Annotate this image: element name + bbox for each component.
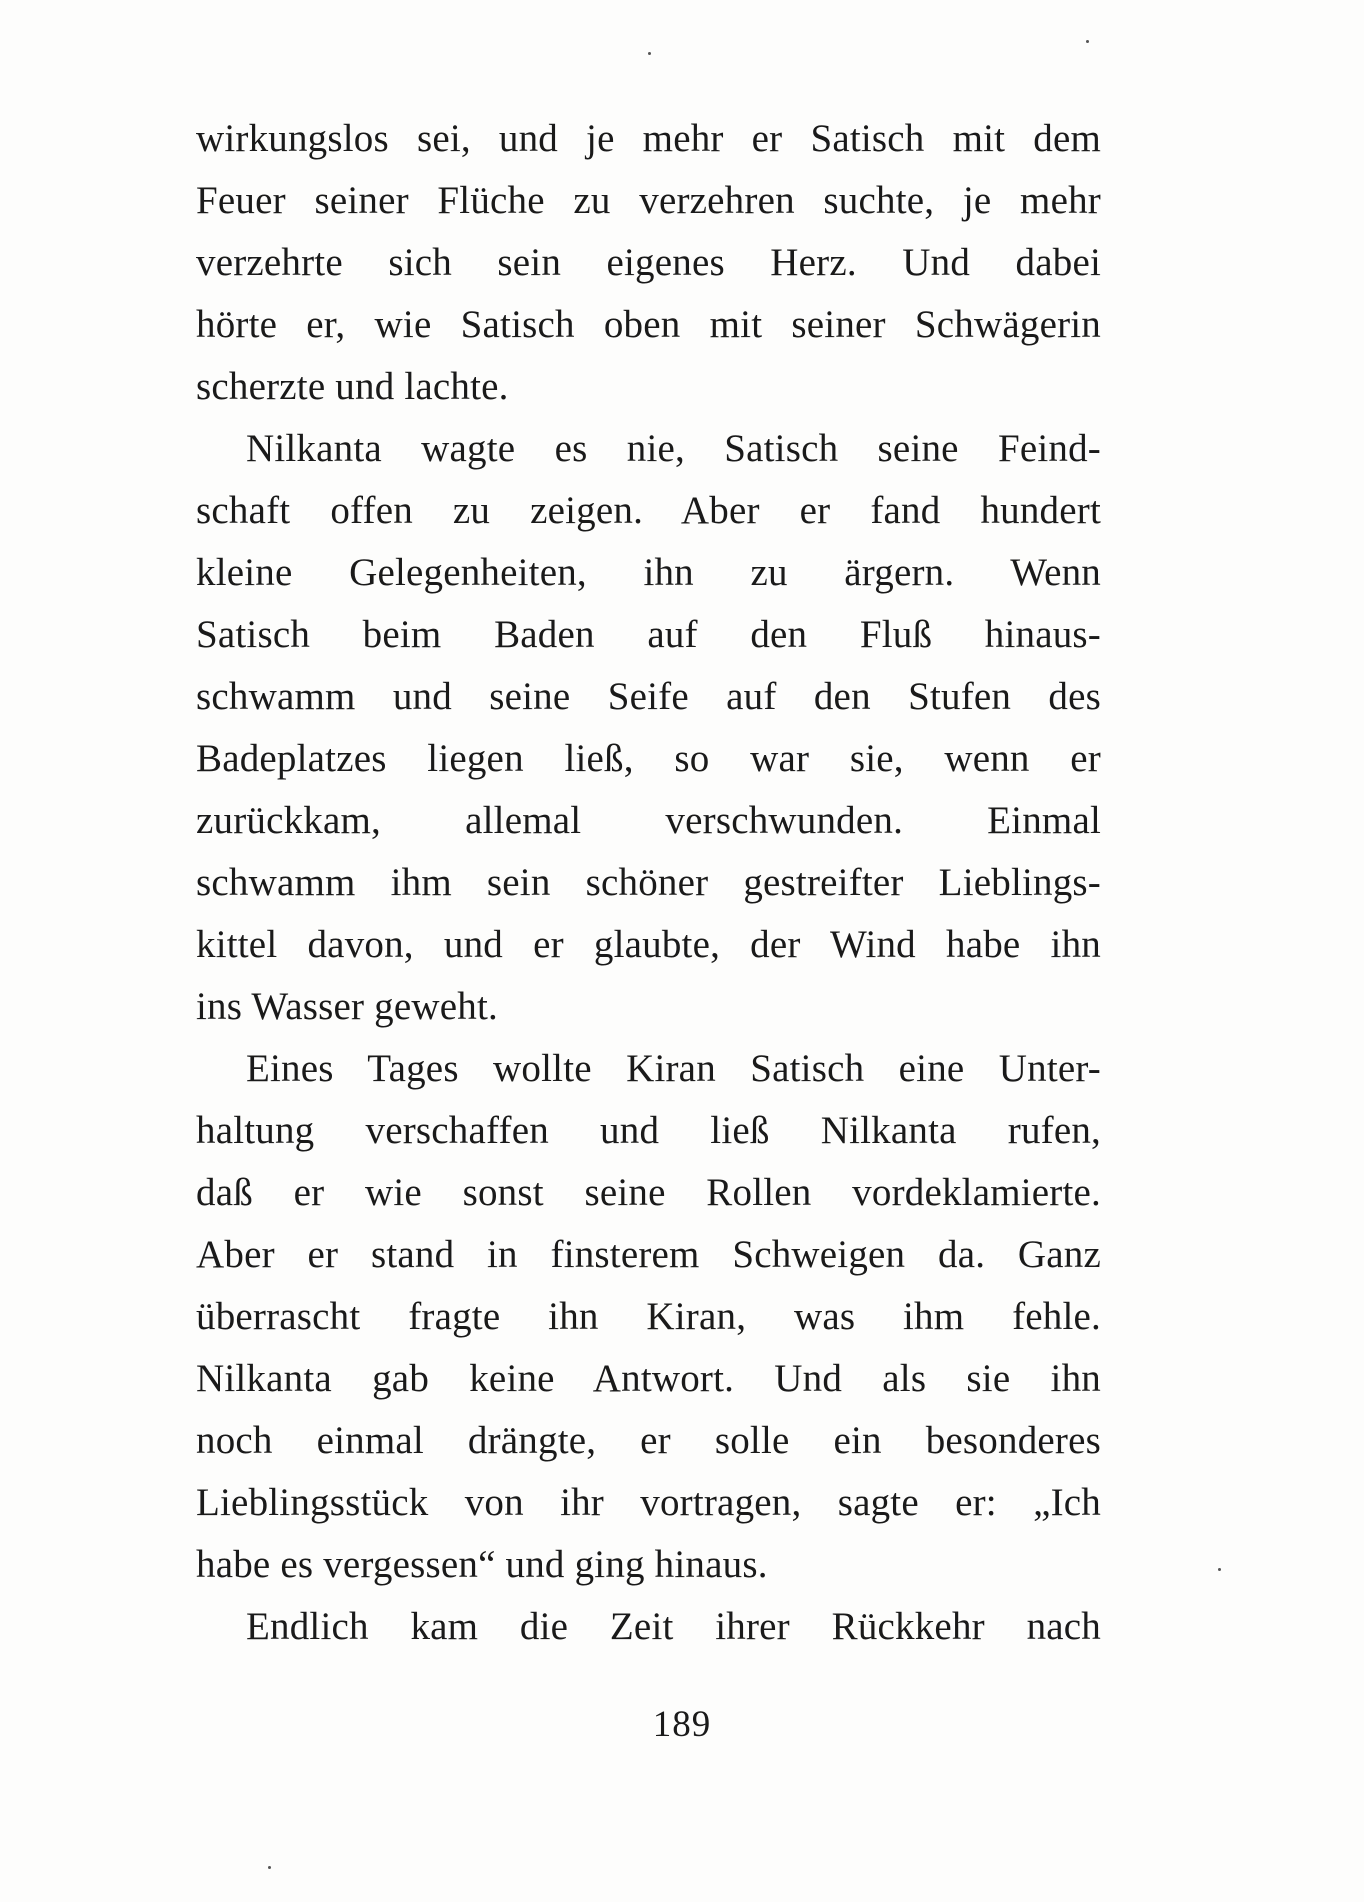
text-line: habe es vergessen“ und ging hinaus.	[196, 1543, 768, 1586]
paper-speck	[1086, 40, 1089, 43]
paper-speck	[268, 1866, 271, 1869]
text-line: kleine Gelegenheiten, ihn zu ärgern. Wenn	[196, 551, 1101, 594]
text-line: verzehrte sich sein eigenes Herz. Und dabei	[196, 241, 1101, 284]
text-line: kittel davon, und er glaubte, der Wind habe ihn	[196, 923, 1101, 966]
text-line: Endlich kam die Zeit ihrer Rückkehr nach	[246, 1605, 1101, 1648]
text-line: Feuer seiner Flüche zu verzehren suchte, je mehr	[196, 179, 1101, 222]
text-line: haltung verschaffen und ließ Nilkanta rufen,	[196, 1109, 1101, 1152]
text-line: daß er wie sonst seine Rollen vordeklamierte.	[196, 1171, 1101, 1214]
text-line: noch einmal drängte, er solle ein besonderes	[196, 1419, 1101, 1462]
text-line: Aber er stand in finsterem Schweigen da. Ganz	[196, 1233, 1101, 1276]
text-line: hörte er, wie Satisch oben mit seiner Schwägerin	[196, 303, 1101, 346]
page-number: 189	[652, 1704, 712, 1745]
text-line: scherzte und lachte.	[196, 365, 509, 408]
text-line: überrascht fragte ihn Kiran, was ihm fehle.	[196, 1295, 1101, 1338]
text-line: zurückkam, allemal verschwunden. Einmal	[196, 799, 1101, 842]
body-text	[196, 108, 1101, 1658]
text-line: Nilkanta gab keine Antwort. Und als sie ihn	[196, 1357, 1101, 1400]
text-line: Eines Tages wollte Kiran Satisch eine Unter-	[246, 1047, 1101, 1090]
text-line: Satisch beim Baden auf den Fluß hinaus-	[196, 613, 1101, 656]
paper-speck	[648, 52, 651, 55]
text-line: schwamm und seine Seife auf den Stufen des	[196, 675, 1101, 718]
text-line: ins Wasser geweht.	[196, 985, 498, 1028]
text-line: schwamm ihm sein schöner gestreifter Lieblings-	[196, 861, 1101, 904]
text-line: Lieblingsstück von ihr vortragen, sagte er: „Ich	[196, 1481, 1101, 1524]
text-line: Badeplatzes liegen ließ, so war sie, wenn er	[196, 737, 1101, 780]
text-line: wirkungslos sei, und je mehr er Satisch mit dem	[196, 117, 1101, 160]
text-line: Nilkanta wagte es nie, Satisch seine Feind-	[246, 427, 1101, 470]
text-line: schaft offen zu zeigen. Aber er fand hundert	[196, 489, 1101, 532]
paper-speck	[1218, 1568, 1221, 1571]
